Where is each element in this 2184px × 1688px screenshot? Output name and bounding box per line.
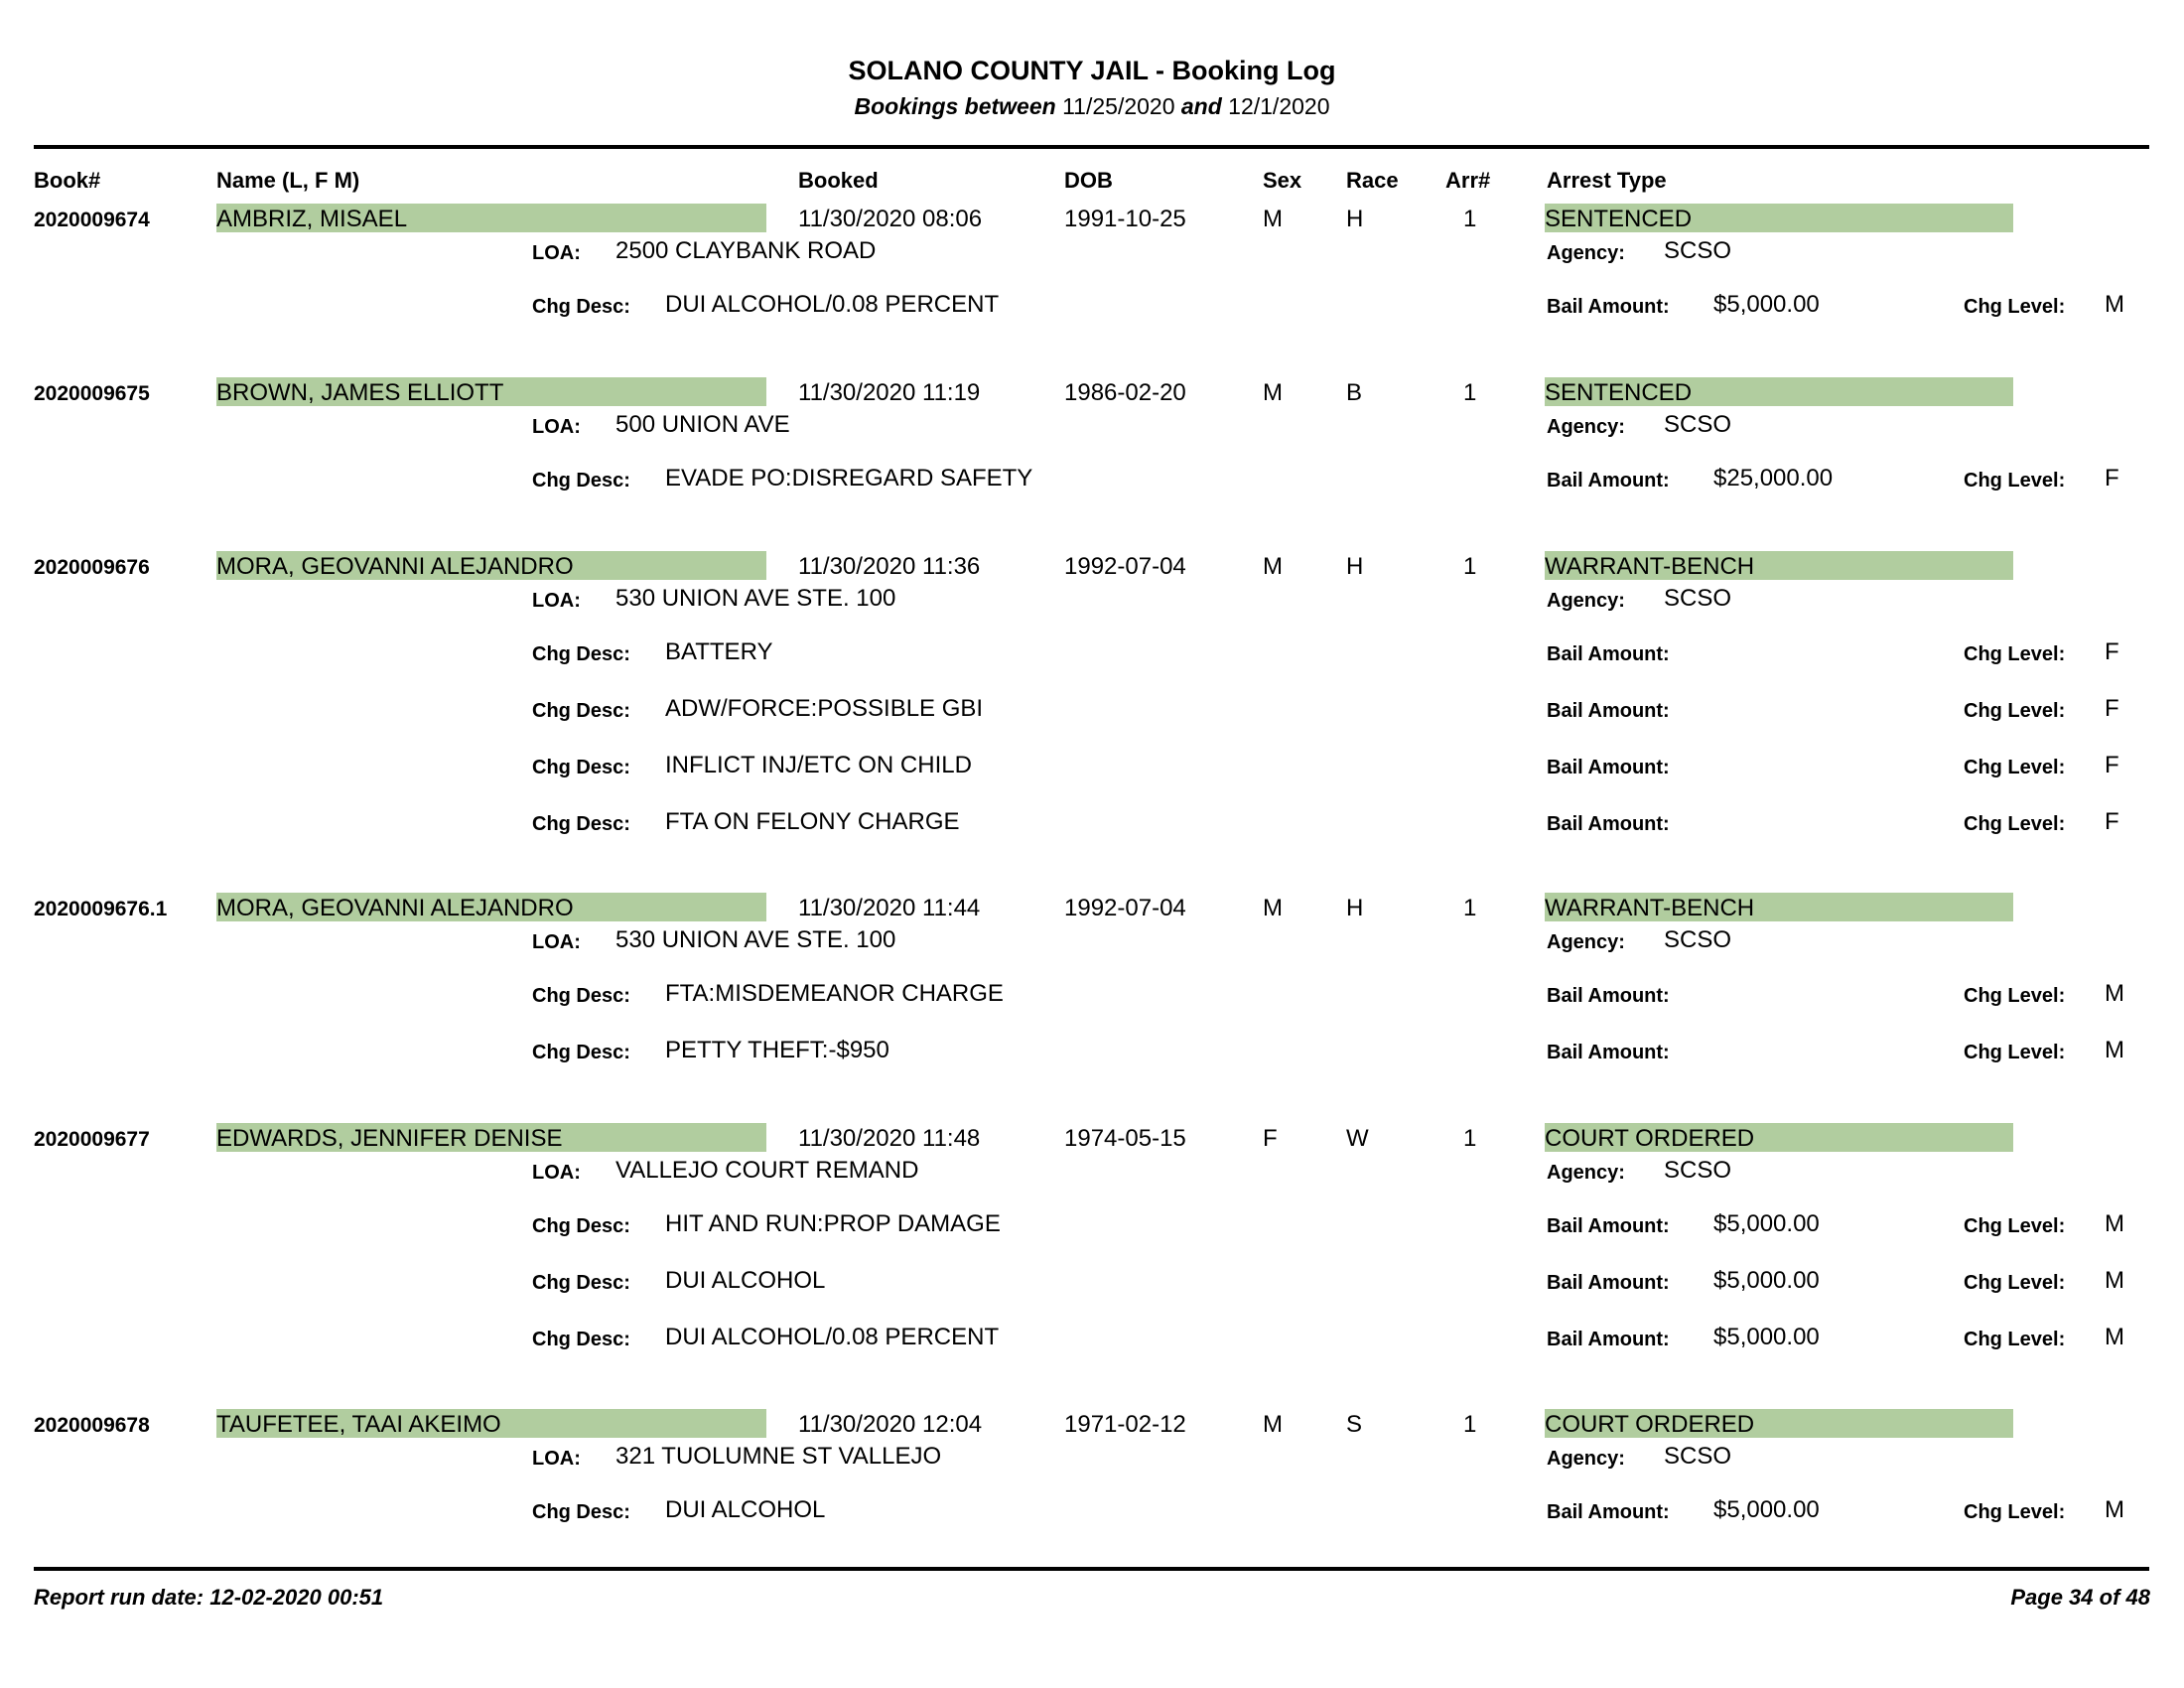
book-number: 2020009678	[34, 1414, 150, 1437]
chg-desc-value: DUI ALCOHOL	[665, 1267, 826, 1294]
arrest-type: COURT ORDERED	[1545, 1123, 2013, 1152]
chg-desc-label: Chg Desc:	[532, 1042, 630, 1063]
book-number: 2020009675	[34, 382, 150, 405]
chg-desc-label: Chg Desc:	[532, 470, 630, 492]
chg-desc-label: Chg Desc:	[532, 1272, 630, 1294]
inmate-name: BROWN, JAMES ELLIOTT	[216, 377, 766, 406]
chg-desc-value: BATTERY	[665, 638, 773, 665]
booked-datetime: 11/30/2020 08:06	[798, 206, 983, 232]
dob: 1992-07-04	[1064, 553, 1186, 580]
loa-value: 2500 CLAYBANK ROAD	[615, 237, 877, 264]
agency-value: SCSO	[1664, 1443, 1732, 1470]
dob: 1992-07-04	[1064, 895, 1186, 921]
dob: 1971-02-12	[1064, 1411, 1186, 1438]
col-name: Name (L, F M)	[216, 168, 360, 193]
chg-level-value: F	[2105, 808, 2119, 835]
inmate-name: TAUFETEE, TAAI AKEIMO	[216, 1409, 766, 1438]
footer-rule	[34, 1567, 2149, 1571]
bail-amount-label: Bail Amount:	[1547, 1272, 1670, 1294]
agency-label: Agency:	[1547, 1162, 1625, 1184]
bail-amount-label: Bail Amount:	[1547, 1215, 1670, 1237]
chg-desc-value: EVADE PO:DISREGARD SAFETY	[665, 465, 1033, 492]
chg-level-value: F	[2105, 695, 2119, 722]
race: W	[1346, 1125, 1369, 1152]
report-title: SOLANO COUNTY JAIL - Booking Log	[848, 56, 1336, 85]
sex: M	[1263, 379, 1283, 406]
bail-amount-value: $25,000.00	[1713, 465, 1834, 492]
bail-amount-value: $5,000.00	[1713, 291, 1820, 318]
chg-level-value: F	[2105, 752, 2119, 778]
loa-label: LOA:	[532, 1162, 581, 1184]
loa-label: LOA:	[532, 416, 581, 438]
bail-amount-label: Bail Amount:	[1547, 643, 1670, 665]
booked-datetime: 11/30/2020 11:19	[798, 379, 981, 406]
agency-value: SCSO	[1664, 926, 1732, 953]
inmate-name: EDWARDS, JENNIFER DENISE	[216, 1123, 766, 1152]
sex: M	[1263, 553, 1283, 580]
sex: M	[1263, 895, 1283, 921]
arrest-number: 1	[1463, 379, 1477, 406]
bail-amount-label: Bail Amount:	[1547, 1501, 1670, 1523]
bail-amount-label: Bail Amount:	[1547, 1042, 1670, 1063]
arrest-number: 1	[1463, 206, 1477, 232]
loa-label: LOA:	[532, 590, 581, 612]
chg-level-label: Chg Level:	[1964, 1501, 2066, 1523]
booked-datetime: 11/30/2020 11:44	[798, 895, 981, 921]
agency-value: SCSO	[1664, 237, 1732, 264]
agency-value: SCSO	[1664, 585, 1732, 612]
agency-label: Agency:	[1547, 1448, 1625, 1470]
col-arrest-type: Arrest Type	[1547, 168, 1667, 193]
chg-desc-label: Chg Desc:	[532, 643, 630, 665]
inmate-name: MORA, GEOVANNI ALEJANDRO	[216, 893, 766, 921]
dob: 1974-05-15	[1064, 1125, 1186, 1152]
arrest-type: COURT ORDERED	[1545, 1409, 2013, 1438]
chg-desc-value: FTA ON FELONY CHARGE	[665, 808, 960, 835]
col-dob: DOB	[1064, 168, 1113, 193]
chg-level-label: Chg Level:	[1964, 813, 2066, 835]
chg-level-label: Chg Level:	[1964, 985, 2066, 1007]
agency-value: SCSO	[1664, 1157, 1732, 1184]
arrest-number: 1	[1463, 895, 1477, 921]
agency-label: Agency:	[1547, 931, 1625, 953]
chg-desc-value: ADW/FORCE:POSSIBLE GBI	[665, 695, 984, 722]
bail-amount-label: Bail Amount:	[1547, 700, 1670, 722]
bail-amount-label: Bail Amount:	[1547, 813, 1670, 835]
book-number: 2020009674	[34, 209, 150, 231]
arrest-type: SENTENCED	[1545, 377, 2013, 406]
bail-amount-label: Bail Amount:	[1547, 470, 1670, 492]
loa-value: 321 TUOLUMNE ST VALLEJO	[615, 1443, 942, 1470]
chg-desc-value: HIT AND RUN:PROP DAMAGE	[665, 1210, 1001, 1237]
race: H	[1346, 895, 1364, 921]
col-arr: Arr#	[1445, 168, 1491, 193]
arrest-number: 1	[1463, 1125, 1477, 1152]
bail-amount-value: $5,000.00	[1713, 1496, 1820, 1523]
chg-level-value: M	[2105, 1267, 2124, 1294]
arrest-type: SENTENCED	[1545, 204, 2013, 232]
booked-datetime: 11/30/2020 11:48	[798, 1125, 981, 1152]
chg-desc-value: INFLICT INJ/ETC ON CHILD	[665, 752, 972, 778]
loa-value: 530 UNION AVE STE. 100	[615, 585, 896, 612]
race: S	[1346, 1411, 1363, 1438]
chg-desc-value: DUI ALCOHOL/0.08 PERCENT	[665, 291, 1000, 318]
booking-record	[0, 1409, 2184, 1523]
chg-desc-label: Chg Desc:	[532, 813, 630, 835]
chg-desc-value: PETTY THEFT:-$950	[665, 1037, 889, 1063]
sex: M	[1263, 1411, 1283, 1438]
chg-desc-label: Chg Desc:	[532, 1501, 630, 1523]
date-to: 12/1/2020	[1228, 93, 1330, 119]
chg-level-value: M	[2105, 291, 2124, 318]
chg-level-label: Chg Level:	[1964, 1329, 2066, 1350]
dob: 1986-02-20	[1064, 379, 1186, 406]
book-number: 2020009676.1	[34, 898, 168, 920]
booking-record	[0, 551, 2184, 835]
book-number: 2020009677	[34, 1128, 150, 1151]
chg-level-label: Chg Level:	[1964, 643, 2066, 665]
bail-amount-value: $5,000.00	[1713, 1267, 1820, 1294]
chg-desc-label: Chg Desc:	[532, 1215, 630, 1237]
loa-label: LOA:	[532, 242, 581, 264]
arrest-number: 1	[1463, 1411, 1477, 1438]
chg-desc-value: DUI ALCOHOL/0.08 PERCENT	[665, 1324, 1000, 1350]
bail-amount-label: Bail Amount:	[1547, 757, 1670, 778]
arrest-type: WARRANT-BENCH	[1545, 551, 2013, 580]
booking-record	[0, 377, 2184, 492]
chg-level-value: M	[2105, 1210, 2124, 1237]
chg-desc-value: FTA:MISDEMEANOR CHARGE	[665, 980, 1004, 1007]
chg-level-label: Chg Level:	[1964, 1215, 2066, 1237]
book-number: 2020009676	[34, 556, 150, 579]
chg-level-value: M	[2105, 1037, 2124, 1063]
col-booked: Booked	[798, 168, 879, 193]
chg-level-label: Chg Level:	[1964, 757, 2066, 778]
chg-desc-label: Chg Desc:	[532, 985, 630, 1007]
agency-label: Agency:	[1547, 416, 1625, 438]
loa-value: VALLEJO COURT REMAND	[615, 1157, 919, 1184]
chg-level-label: Chg Level:	[1964, 700, 2066, 722]
race: B	[1346, 379, 1363, 406]
bail-amount-value: $5,000.00	[1713, 1324, 1820, 1350]
report-run-date: Report run date: 12-02-2020 00:51	[34, 1585, 384, 1610]
loa-label: LOA:	[532, 931, 581, 953]
inmate-name: AMBRIZ, MISAEL	[216, 204, 766, 232]
loa-value: 530 UNION AVE STE. 100	[615, 926, 896, 953]
bail-amount-label: Bail Amount:	[1547, 296, 1670, 318]
bail-amount-value: $5,000.00	[1713, 1210, 1820, 1237]
chg-desc-label: Chg Desc:	[532, 296, 630, 318]
col-sex: Sex	[1263, 168, 1302, 193]
chg-level-value: F	[2105, 465, 2119, 492]
chg-desc-value: DUI ALCOHOL	[665, 1496, 826, 1523]
inmate-name: MORA, GEOVANNI ALEJANDRO	[216, 551, 766, 580]
dob: 1991-10-25	[1064, 206, 1186, 232]
chg-level-label: Chg Level:	[1964, 1272, 2066, 1294]
arrest-type: WARRANT-BENCH	[1545, 893, 2013, 921]
bail-amount-label: Bail Amount:	[1547, 1329, 1670, 1350]
col-book: Book#	[34, 168, 101, 193]
chg-level-value: F	[2105, 638, 2119, 665]
chg-level-value: M	[2105, 1324, 2124, 1350]
race: H	[1346, 553, 1364, 580]
page-number: Page 34 of 48	[2010, 1585, 2150, 1610]
col-race: Race	[1346, 168, 1399, 193]
subtitle-mid: and	[1180, 93, 1222, 119]
booked-datetime: 11/30/2020 11:36	[798, 553, 981, 580]
booked-datetime: 11/30/2020 12:04	[798, 1411, 983, 1438]
date-from: 11/25/2020	[1062, 93, 1175, 119]
race: H	[1346, 206, 1364, 232]
chg-desc-label: Chg Desc:	[532, 1329, 630, 1350]
loa-label: LOA:	[532, 1448, 581, 1470]
booking-record	[0, 893, 2184, 1063]
bail-amount-label: Bail Amount:	[1547, 985, 1670, 1007]
loa-value: 500 UNION AVE	[615, 411, 790, 438]
sex: F	[1263, 1125, 1278, 1152]
chg-level-value: M	[2105, 980, 2124, 1007]
agency-label: Agency:	[1547, 590, 1625, 612]
agency-value: SCSO	[1664, 411, 1732, 438]
subtitle-prefix: Bookings between	[854, 93, 1056, 119]
sex: M	[1263, 206, 1283, 232]
agency-label: Agency:	[1547, 242, 1625, 264]
booking-record	[0, 1123, 2184, 1350]
chg-level-label: Chg Level:	[1964, 296, 2066, 318]
booking-record	[0, 204, 2184, 318]
chg-level-label: Chg Level:	[1964, 1042, 2066, 1063]
chg-desc-label: Chg Desc:	[532, 700, 630, 722]
chg-level-value: M	[2105, 1496, 2124, 1523]
chg-desc-label: Chg Desc:	[532, 757, 630, 778]
arrest-number: 1	[1463, 553, 1477, 580]
chg-level-label: Chg Level:	[1964, 470, 2066, 492]
